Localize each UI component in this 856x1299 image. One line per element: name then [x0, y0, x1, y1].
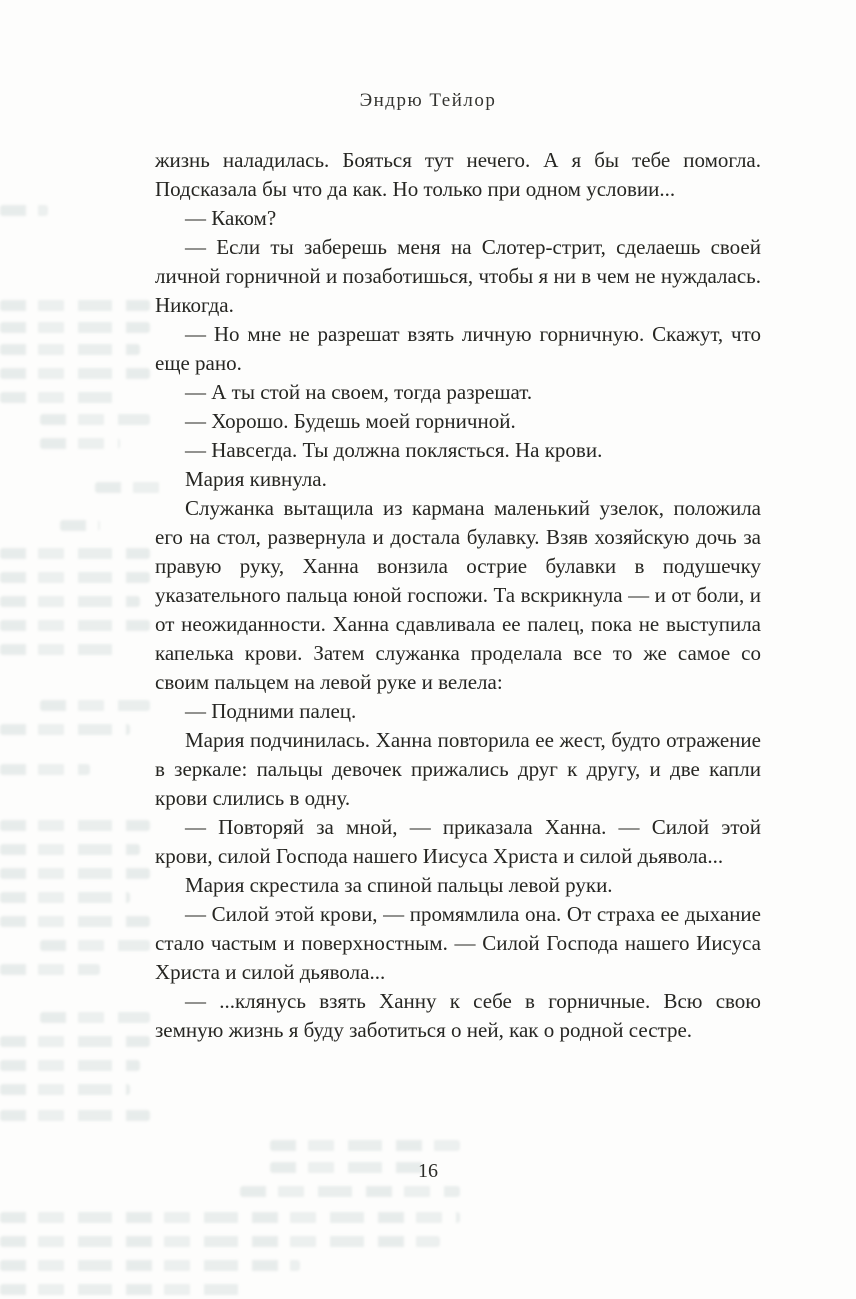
- ghost-text-strip: [0, 300, 150, 311]
- ghost-text-strip: [0, 548, 150, 559]
- ghost-text-strip: [0, 724, 130, 735]
- paragraph: — А ты стой на своем, тогда разрешат.: [185, 380, 533, 404]
- ghost-text-strip: [0, 964, 100, 975]
- ghost-text-strip: [0, 1084, 130, 1095]
- ghost-text-strip: [270, 1140, 460, 1151]
- paragraph: — Хорошо. Будешь моей горничной.: [185, 409, 516, 433]
- paragraph: Служанка вытащила из кармана маленький узелок, положила его на стол, развернула и достала булавку. Взяв хозяйскую дочь за правую руку, Ханна вонзила острие булавки в подушечку указательного пальца юной госпожи. Та вскрикнула — и от боли, и от неожиданности. Ханна сдавливала ее палец, пока не выступила капелька крови. Затем служанка проделала все то же самое со своим пальцем на левой руке и велела:: [155, 496, 761, 694]
- ghost-text-strip: [0, 1284, 240, 1295]
- running-header: Эндрю Тейлор: [359, 90, 497, 111]
- ghost-text-strip: [40, 414, 150, 425]
- ghost-text-strip: [0, 892, 130, 903]
- ghost-text-strip: [40, 438, 120, 449]
- paragraph: Мария скрестила за спиной пальцы левой руки.: [185, 873, 613, 897]
- ghost-text-strip: [40, 700, 150, 711]
- paragraph: — Навсегда. Ты должна поклясться. На крови.: [185, 438, 603, 462]
- paragraph: жизнь наладилась. Бояться тут нечего. А я бы тебе помогла. Подсказала бы что да как. Но только при одном условии...: [155, 148, 761, 201]
- ghost-text-strip: [0, 916, 150, 927]
- ghost-text-strip: [0, 368, 150, 379]
- ghost-text-strip: [0, 1036, 150, 1047]
- ghost-text-strip: [0, 1212, 460, 1223]
- ghost-text-strip: [0, 205, 48, 216]
- ghost-text-strip: [0, 644, 120, 655]
- ghost-text-strip: [0, 1110, 150, 1121]
- ghost-text-strip: [0, 322, 150, 333]
- paragraph: — Если ты заберешь меня на Слотер-стрит, сделаешь своей личной горничной и позаботишься, чтобы я ни в чем не нуждалась. Никогда.: [155, 235, 761, 317]
- ghost-text-strip: [0, 344, 140, 355]
- paragraph: — Каком?: [185, 206, 277, 230]
- ghost-text-strip: [0, 1260, 300, 1271]
- page-number: 16: [418, 1160, 438, 1182]
- ghost-text-strip: [0, 1236, 440, 1247]
- paragraph: — Подними палец.: [185, 699, 357, 723]
- paragraph: Мария кивнула.: [185, 467, 327, 491]
- ghost-text-strip: [0, 392, 120, 403]
- ghost-text-strip: [0, 868, 150, 879]
- ghost-text-strip: [40, 940, 150, 951]
- ghost-text-strip: [60, 520, 100, 531]
- ghost-text-strip: [0, 572, 150, 583]
- ghost-text-strip: [0, 764, 90, 775]
- ghost-text-strip: [0, 620, 150, 631]
- paragraph: — ...клянусь взять Ханну к себе в горничные. Всю свою земную жизнь я буду заботиться о ней, как о родной сестре.: [155, 989, 761, 1042]
- ghost-text-strip: [0, 596, 140, 607]
- paragraph: — Повторяй за мной, — приказала Ханна. — Силой этой крови, силой Господа нашего Иисуса Христа и силой дьявола...: [155, 815, 761, 868]
- ghost-text-strip: [0, 820, 150, 831]
- ghost-text-strip: [0, 1060, 140, 1071]
- ghost-text-strip: [240, 1186, 460, 1197]
- paragraph: — Но мне не разрешат взять личную горничную. Скажут, что еще рано.: [155, 322, 761, 375]
- body-text: [155, 146, 761, 1045]
- paragraph: Мария подчинилась. Ханна повторила ее жест, будто отражение в зеркале: пальцы девочек прижались друг к другу, и две капли крови слились в одну.: [155, 728, 761, 810]
- paragraph: — Силой этой крови, — промямлила она. От страха ее дыхание стало частым и поверхностным. — Силой Господа нашего Иисуса Христа и силой дьявола...: [155, 902, 761, 984]
- ghost-text-strip: [40, 1012, 150, 1023]
- ghost-text-strip: [0, 844, 140, 855]
